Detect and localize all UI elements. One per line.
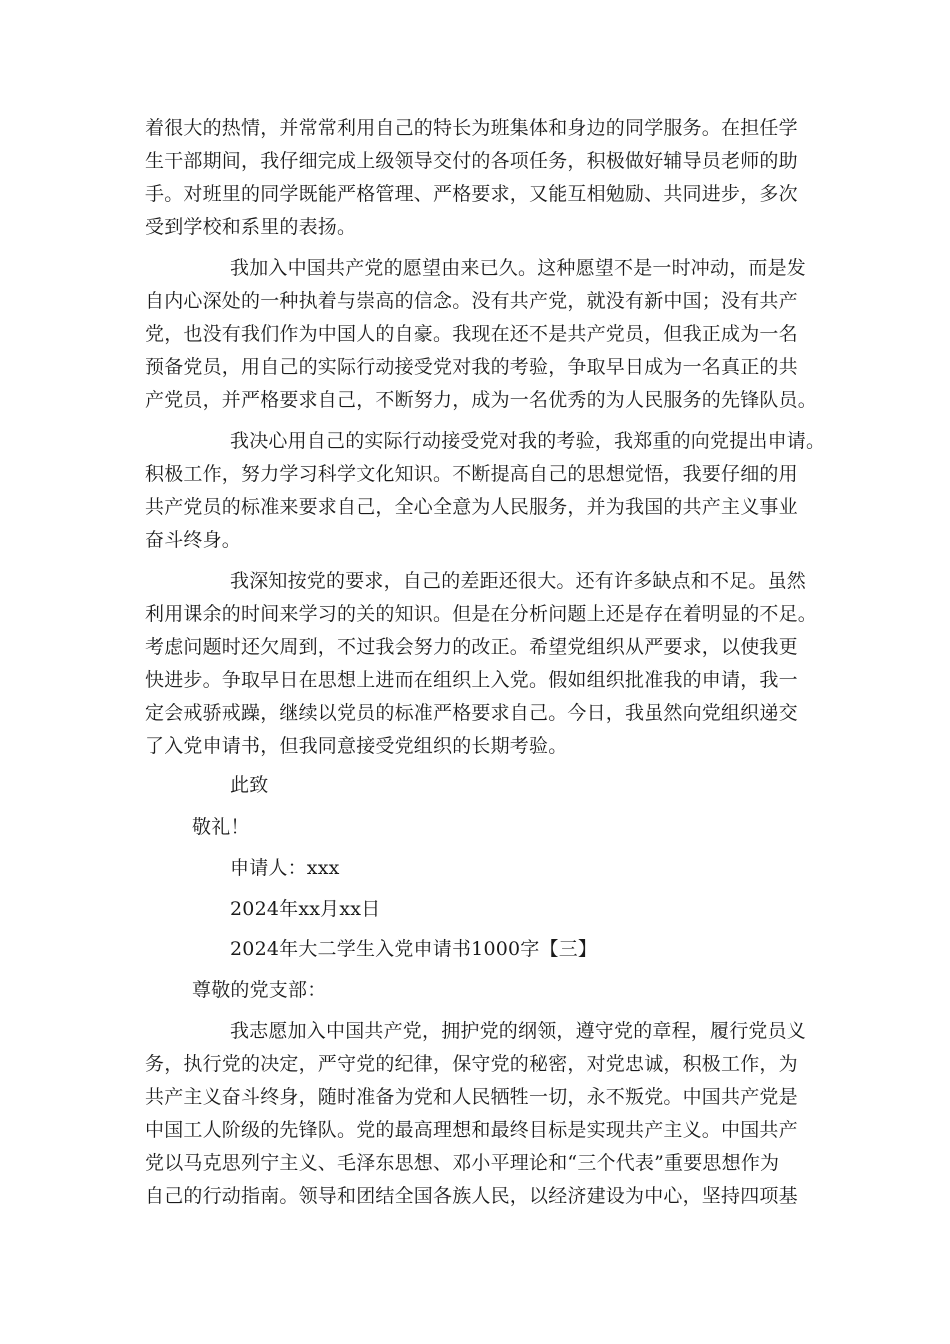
paragraph-line: 我加入中国共产党的愿望由来已久。这种愿望不是一时冲动，而是发 [230,257,807,279]
paragraph-line: 手。对班里的同学既能严格管理、严格要求，又能互相勉励、共同进步，多次 [145,183,798,205]
paragraph-line: 共产党员的标准来要求自己，全心全意为人民服务，并为我国的共产主义事业 [145,496,798,518]
paragraph-line: 利用课余的时间来学习的关的知识。但是在分析问题上还是存在着明显的不足。 [145,603,818,625]
paragraph-line: 受到学校和系里的表扬。 [145,216,357,238]
paragraph-line: 了入党申请书，但我同意接受党组织的长期考验。 [145,735,568,757]
paragraph-line: 定会戒骄戒躁，继续以党员的标准严格要求自己。今日，我虽然向党组织递交 [145,702,798,724]
paragraph-line: 我深知按党的要求，自己的差距还很大。还有许多缺点和不足。虽然 [230,570,807,592]
paragraph-line: 党以马克思列宁主义、毛泽东思想、邓小平理论和“三个代表”重要思想作为 [145,1152,780,1174]
application-date: 2024年xx月xx日 [230,898,381,920]
paragraph-line: 务，执行党的决定，严守党的纪律，保守党的秘密，对党忠诚，积极工作，为 [145,1053,798,1075]
paragraph-line: 生干部期间，我仔细完成上级领导交付的各项任务，积极做好辅导员老师的助 [145,150,798,172]
paragraph-line: 我志愿加入中国共产党，拥护党的纲领，遵守党的章程，履行党员义 [230,1020,807,1042]
paragraph-line: 自己的行动指南。领导和团结全国各族人民，以经济建设为中心，坚持四项基 [145,1185,798,1207]
paragraph-line: 预备党员，用自己的实际行动接受党对我的考验，争取早日成为一名真正的共 [145,356,798,378]
closing-jingli: 敬礼！ [192,816,250,838]
paragraph-line: 考虑问题时还欠周到，不过我会努力的改正。希望党组织从严要求，以使我更 [145,636,798,658]
paragraph-line: 我决心用自己的实际行动接受党对我的考验，我郑重的向党提出申请。 [230,430,826,452]
paragraph-line: 中国工人阶级的先锋队。党的最高理想和最终目标是实现共产主义。中国共产 [145,1119,798,1141]
section-title: 2024年大二学生入党申请书1000字【三】 [230,938,598,960]
paragraph-line: 产党员，并严格要求自己，不断努力，成为一名优秀的为人民服务的先锋队员。 [145,389,818,411]
salutation: 尊敬的党支部： [192,979,327,1001]
paragraph-line: 奋斗终身。 [145,529,242,551]
applicant-signature: 申请人：xxx [230,857,340,879]
paragraph-line: 着很大的热情，并常常利用自己的特长为班集体和身边的同学服务。在担任学 [145,117,798,139]
paragraph-line: 积极工作，努力学习科学文化知识。不断提高自己的思想觉悟，我要仔细的用 [145,463,798,485]
paragraph-line: 共产主义奋斗终身，随时准备为党和人民牺牲一切，永不叛党。中国共产党是 [145,1086,798,1108]
paragraph-line: 自内心深处的一种执着与崇高的信念。没有共产党，就没有新中国；没有共产 [145,290,798,312]
closing-zhizhi: 此致 [230,774,269,796]
paragraph-line: 快进步。争取早日在思想上进而在组织上入党。假如组织批准我的申请，我一 [145,669,798,691]
paragraph-line: 党，也没有我们作为中国人的自豪。我现在还不是共产党员，但我正成为一名 [145,323,798,345]
